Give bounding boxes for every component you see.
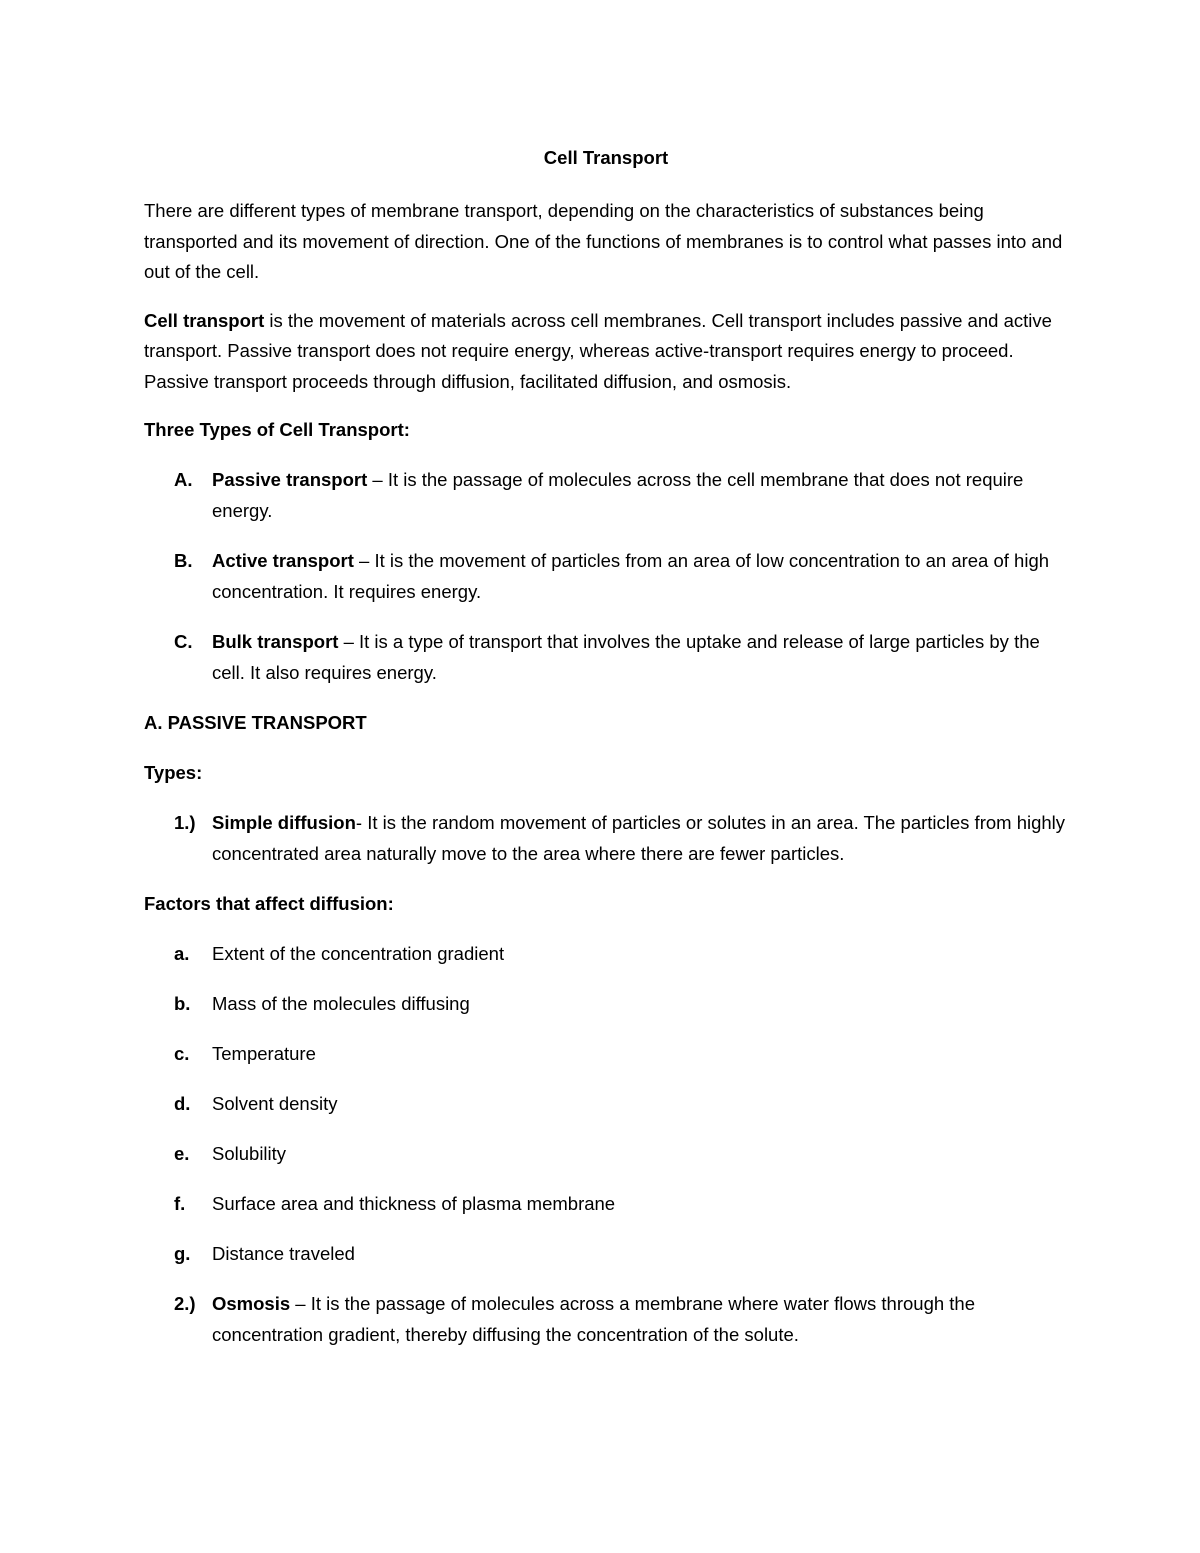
- types-heading: Three Types of Cell Transport:: [144, 419, 410, 440]
- section-heading: A. PASSIVE TRANSPORT: [144, 712, 367, 733]
- list-term: Simple diffusion: [212, 812, 356, 833]
- factor-item: [144, 1139, 1068, 1169]
- list-term: Osmosis: [212, 1293, 291, 1314]
- factor-item: [144, 1089, 1068, 1119]
- list-marker: 2.): [174, 1293, 196, 1314]
- intro-paragraph: There are different types of membrane transport, depending on the characteristics of substances being transported and its movement of direction. One of the functions of membranes is to control what passes into and out of the cell.: [144, 200, 1063, 282]
- list-description: – It is a type of transport that involves the uptake and release of large particles by the cell. It also requires energy.: [212, 631, 1040, 683]
- factor-item: [144, 989, 1068, 1019]
- factor-marker: c.: [174, 1043, 190, 1064]
- document-page: [144, 140, 1068, 1370]
- factor-marker: f.: [174, 1193, 186, 1214]
- factor-marker: b.: [174, 993, 191, 1014]
- definition-text: is the movement of materials across cell membranes. Cell transport includes passive and active transport. Passive transport does not require energy, whereas active-transport requires energy to proceed. Passive transport proceeds through diffusion, facilitated diffusion, and osmosis.: [144, 309, 1052, 392]
- list-text: [212, 627, 1068, 688]
- factor-text: Temperature: [212, 1043, 316, 1064]
- list-item: [144, 627, 1068, 688]
- list-term: Bulk transport: [212, 631, 339, 652]
- factor-text: Solubility: [212, 1143, 287, 1164]
- factor-item: [144, 939, 1068, 969]
- factor-marker: g.: [174, 1243, 191, 1264]
- list-marker: A.: [174, 469, 193, 490]
- list-item: [144, 465, 1068, 526]
- definition-term: Cell transport: [144, 309, 265, 331]
- definition-paragraph: [144, 306, 1068, 398]
- factor-text: Distance traveled: [212, 1243, 355, 1264]
- list-item: [144, 808, 1068, 869]
- list-item: [144, 546, 1068, 607]
- factor-marker: a.: [174, 943, 190, 964]
- list-marker: B.: [174, 550, 193, 571]
- document-title: Cell Transport: [543, 147, 669, 168]
- factor-item: [144, 1039, 1068, 1069]
- factor-text: Extent of the concentration gradient: [212, 943, 505, 964]
- list-marker: C.: [174, 631, 193, 652]
- factor-marker: e.: [174, 1143, 190, 1164]
- list-text: [212, 465, 1068, 526]
- list-text: [212, 546, 1068, 607]
- factors-heading: Factors that affect diffusion:: [144, 893, 394, 914]
- list-text: [212, 1289, 1068, 1350]
- list-term: Active transport: [212, 550, 354, 571]
- list-item: [144, 1289, 1068, 1350]
- list-text: [212, 808, 1068, 869]
- list-description: - It is the random movement of particles or solutes in an area. The particles from highly concentrated area naturally move to the area where there are fewer particles.: [212, 812, 1066, 864]
- factor-marker: d.: [174, 1093, 191, 1114]
- list-marker: 1.): [174, 812, 196, 833]
- factor-text: Mass of the molecules diffusing: [212, 993, 470, 1014]
- list-description: – It is the passage of molecules across a membrane where water flows through the concentration gradient, thereby diffusing the concentration of the solute.: [212, 1293, 975, 1345]
- list-description: – It is the movement of particles from an area of low concentration to an area of high concentration. It requires energy.: [212, 550, 1050, 602]
- subtypes-heading: Types:: [144, 762, 203, 783]
- list-term: Passive transport: [212, 469, 368, 490]
- list-description: – It is the passage of molecules across the cell membrane that does not require energy.: [212, 469, 1024, 521]
- factor-text: Surface area and thickness of plasma membrane: [212, 1193, 616, 1214]
- factor-item: [144, 1189, 1068, 1219]
- factor-text: Solvent density: [212, 1093, 338, 1114]
- factor-item: [144, 1239, 1068, 1269]
